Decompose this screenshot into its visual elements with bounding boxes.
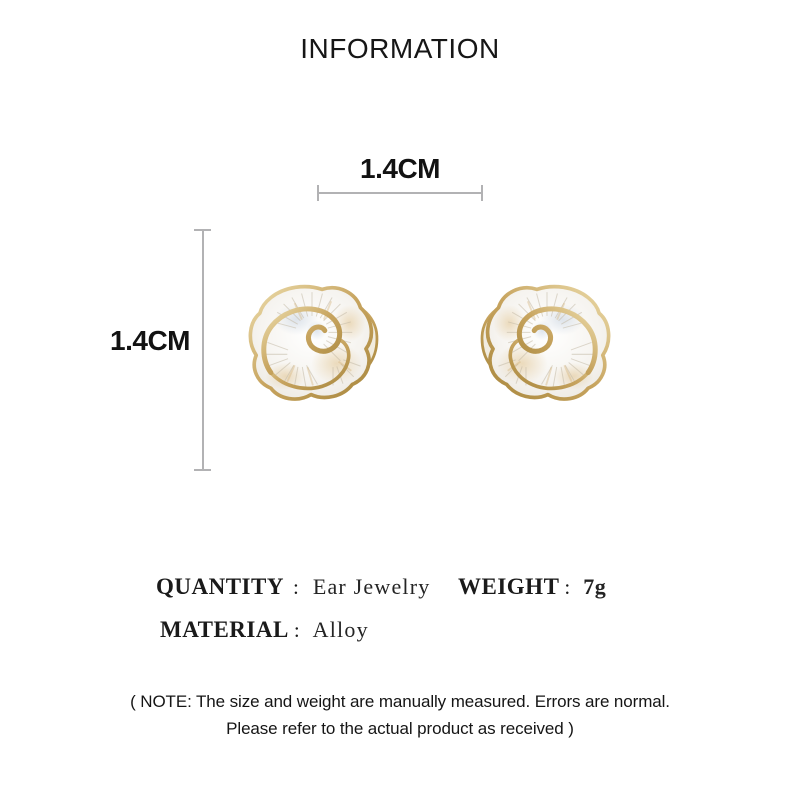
note-line-1: ( NOTE: The size and weight are manually measured. Errors are normal. (130, 692, 670, 711)
weight-value: 7g (583, 574, 607, 599)
height-dimension-label: 1.4CM (110, 325, 190, 356)
material-label: MATERIAL (160, 617, 289, 642)
spec-weight (458, 574, 606, 600)
note-text (0, 688, 800, 742)
weight-colon: : (564, 575, 571, 599)
width-dimension-tick-right (481, 185, 483, 201)
material-value: Alloy (312, 617, 369, 642)
quantity-value: Ear Jewelry (312, 574, 431, 599)
page-title: INFORMATION (300, 33, 500, 64)
weight-label: WEIGHT (458, 574, 560, 599)
earring-left-image (242, 283, 382, 411)
earring-right-image (477, 283, 617, 411)
height-dimension-line (202, 229, 204, 471)
note-line-2: Please refer to the actual product as received ) (226, 719, 574, 738)
width-dimension-tick-left (317, 185, 319, 201)
quantity-colon: : (292, 575, 299, 599)
spec-quantity (156, 574, 430, 600)
material-colon: : (293, 618, 300, 642)
height-dimension-cap-bottom (194, 469, 211, 471)
height-dimension-cap-top (194, 229, 211, 231)
spec-material (160, 617, 369, 643)
width-dimension-line (318, 192, 482, 194)
quantity-label: QUANTITY (156, 574, 284, 599)
width-dimension-label: 1.4CM (360, 153, 440, 184)
